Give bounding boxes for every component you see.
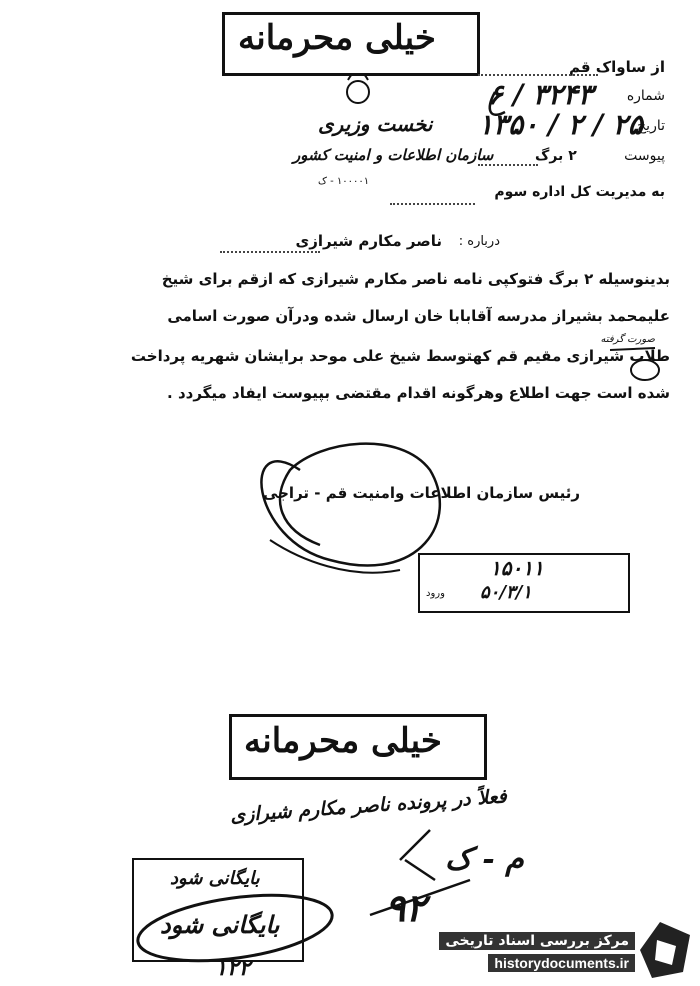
date-value: ۲۵ / ۲ / ۱۳۵۰ [478,108,643,141]
letterhead-org-line1: نخست وزیری [318,112,433,136]
subject-value: ناصر مکارم شیرازی [295,232,442,250]
bottom-left-number: ۱۲۲ [215,955,251,981]
from-dots [478,74,598,76]
handwritten-number: ۹۲ [385,885,426,930]
signature-tail [270,540,400,573]
top-classification-text: خیلی محرمانه [238,18,436,58]
body-line-3: طلاب شیرازی مقیم قم کهتوسط شیخ علی موحد برایشان شهریه پرداخت [130,347,670,365]
number-label: شماره [626,88,665,104]
handwritten-mark: م - ک [445,842,524,877]
emblem-icon [347,81,369,103]
watermark-site-fa: مرکز بررسی اسناد تاریخی [439,932,635,950]
diagonal-stroke-1 [400,830,430,860]
receipt-stamp-line1: ۱۵۰۱۱ [490,556,544,580]
letterhead-ref: ۱۰۰۰۰۱ - ک [318,176,370,187]
attachment-value: ۲ برگ [535,148,577,164]
diagonal-stroke-2 [405,860,435,880]
recipient: به مدیریت کل اداره سوم [494,184,665,200]
bottom-classification-text: خیلی محرمانه [244,721,442,761]
attachment-label: پیوست [624,148,665,164]
margin-annotation: صورت گرفته [600,334,655,345]
subject-dots [220,251,320,253]
archive-stamp-line1: بایگانی شود [170,868,260,889]
signature-scribble [261,444,439,566]
handwritten-note: فعلاً در پرونده ناصر مکارم شیرازی [229,785,508,827]
signature-line: رئیس سازمان اطلاعات وامنیت قم - تراجی [262,484,580,502]
attachment-dots [478,164,538,166]
watermark-site-url: historydocuments.ir [488,954,635,972]
recipient-dots [390,203,475,205]
archive-stamp-line2: بایگانی شود [160,910,280,939]
date-label: تاریخ [637,118,665,134]
number-value: ۳۲۴۳ / ۶ [488,78,593,111]
body-line-4: شده است جهت اطلاع وهرگونه اقدام مقتضی بپیوست ایفاد میگردد . [167,384,670,402]
receipt-stamp-line2: ۵۰/۳/۱ [480,582,532,603]
receipt-stamp-label: ورود [426,588,445,599]
letterhead-org-line2: سازمان اطلاعات و امنیت کشور [293,146,494,164]
body-line-1: بدینوسیله ۲ برگ فتوکپی نامه ناصر مکارم شیرازی که ازقم برای شیخ [161,270,670,288]
from-field: از ساواک قم [568,58,665,76]
subject-label: درباره : [458,234,500,249]
body-line-2: علیمحمد بشیراز مدرسه آقابابا خان ارسال شده ودرآن صورت اسامی [167,307,670,325]
